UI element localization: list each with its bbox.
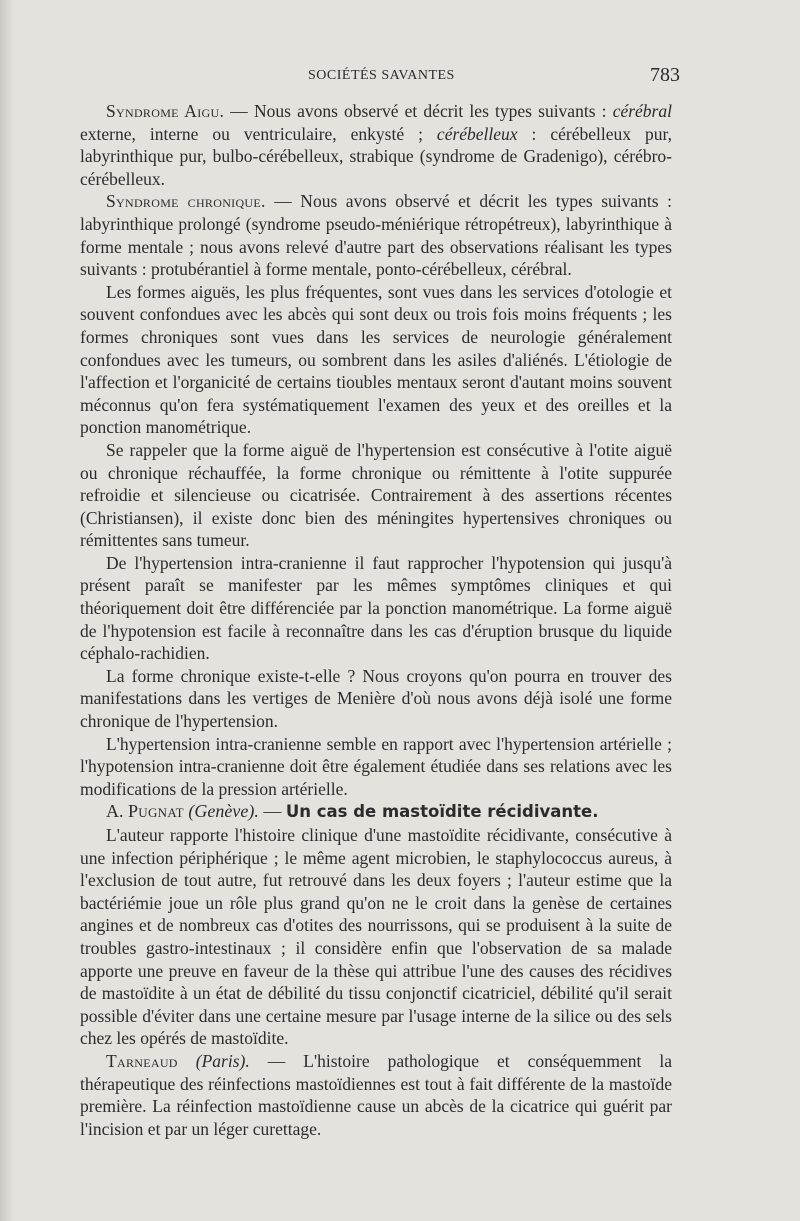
- paragraph: Se rappeler que la forme aiguë de l'hypertension est consécutive à l'otite aiguë ou chronique réchauffée, la forme chronique ou rémittente à l'otite suppurée refroidie et silencieuse ou cicatrisée. Contrairement à des assertions récentes (Christiansen), il existe donc bien des méningites hypertensives chroniques ou rémittentes sans tumeur.: [80, 439, 672, 551]
- page-header: [80, 64, 680, 88]
- paragraph-place: (Paris).: [195, 1050, 250, 1071]
- section-place: (Genève).: [188, 801, 259, 822]
- paragraph: De l'hypertension intra-cranienne il faut rapprocher l'hypotension qui jusqu'à présent paraît se manifester par les mêmes symptômes cliniques et qui théoriquement doit être différenciée par la ponction manométrique. La forme aiguë de l'hypotension est facile à reconnaître dans les cas d'éruption brusque du liquide céphalo-rachidien.: [80, 552, 672, 664]
- italic-term: cérébral: [612, 101, 672, 121]
- paragraph-syndrome-aigu: [80, 100, 672, 190]
- paragraph: L'hypertension intra-cranienne semble en rapport avec l'hypertension artérielle ; l'hypotension intra-cranienne doit être également étudiée dans ses relations avec les modifications de la pression artérielle.: [80, 733, 672, 799]
- paragraph: L'auteur rapporte l'histoire clinique d'une mastoïdite récidivante, consécutive à une infection périphérique ; le même agent microbien, le staphylococcus aureus, à l'exclusion de tout autre, fut retrouvé dans les deux foyers ; l'auteur estime que la bactériémie joue un rôle plus grand qu'on ne le croit dans la genèse de certaines angines et de nombreux cas d'otites des nourrissons, qui se produisent à la suite de troubles gastro-intestinaux ; il considère enfin que l'observation de sa malade apporte une preuve en faveur de la thèse qui attribue l'une des causes des récidives de mastoïdite à un état de débilité du tissu conjonctif cicatriciel, débilité qu'il serait possible d'éviter dans une certaine mesure par l'usage interne de la silice ou des sels chez les opérés de mastoïdite.: [80, 825, 672, 1049]
- paragraph-lead: Syndrome chronique.: [106, 191, 266, 212]
- section-initial: A.: [106, 801, 128, 822]
- italic-term: cérébelleux: [436, 123, 518, 144]
- paragraph-tarneaud: [80, 1050, 672, 1140]
- paragraph-text: : cérébelleux pur, labyrinthique pur, bulbo-cérébelleux, strabique (syndrome de Gradenigo), cérébro-cérébelleux.: [80, 123, 672, 189]
- section-author: Pugnat: [128, 801, 184, 822]
- section-heading: [80, 800, 672, 824]
- section-dash: —: [258, 801, 286, 822]
- paragraph-text: — L'histoire pathologique et conséquemment la thérapeutique des réinfections mastoïdiennes est tout à fait différente de la mastoïde première. La réinfection mastoïdienne cause un abcès de la cicatrice qui guérit par l'incision et par un léger curettage.: [80, 1050, 672, 1139]
- section-title: Un cas de mastoïdite récidivante.: [285, 802, 599, 822]
- page-gutter: [0, 0, 14, 1221]
- paragraph: La forme chronique existe-t-elle ? Nous croyons qu'on pourra en trouver des manifestations dans les vertiges de Menière d'où nous avons déjà isolé une forme chronique de l'hypertension.: [80, 665, 672, 732]
- page-body: [80, 100, 672, 1140]
- paragraph-lead: Syndrome Aigu.: [106, 101, 225, 121]
- paragraph-text: externe, interne ou ventriculaire, enkysté ;: [80, 123, 437, 144]
- paragraph-lead: Tarneaud: [106, 1050, 178, 1071]
- running-head: SOCIÉTÉS SAVANTES: [308, 68, 455, 83]
- paragraph-text: — Nous avons observé et décrit les types suivants : labyrinthique prolongé (syndrome pseudo-méniérique rétropétreux), labyrinthique à forme mentale ; nous avons relevé d'autre part des observations réalisant les types suivants : protubérantiel à forme mentale, ponto-cérébelleux, cérébral.: [80, 191, 672, 280]
- paragraph: Les formes aiguës, les plus fréquentes, sont vues dans les services d'otologie et souvent confondues avec les abcès qui sont deux ou trois fois moins fréquents ; les formes chroniques sont vues dans les services de neurologie généralement confondues avec les tumeurs, ou sombrent dans les asiles d'aliénés. L'étiologie de l'affection et l'organicité de certains tioubles mentaux seront d'autant moins souvent méconnus qu'on fera systématiquement l'examen des yeux et des oreilles et la ponction manométrique.: [80, 281, 672, 438]
- paragraph-syndrome-chronique: [80, 190, 672, 280]
- paragraph-text: — Nous avons observé et décrit les types suivants :: [224, 101, 613, 121]
- page-number: 783: [650, 64, 680, 86]
